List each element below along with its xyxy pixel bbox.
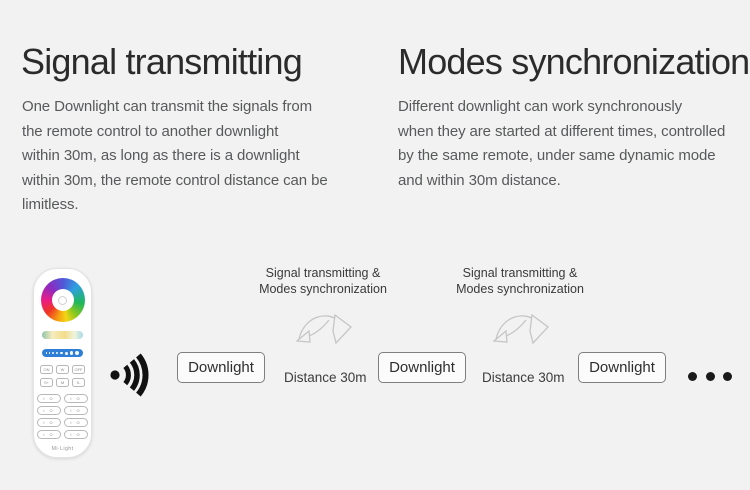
link-label-line2: Modes synchronization [259, 281, 387, 296]
paragraph-line: when they are started at different times, controlled [398, 122, 726, 140]
remote-zone-button: I O [64, 430, 88, 439]
remote-mode-button-row [34, 378, 91, 387]
color-temperature-slider [42, 331, 83, 339]
downlight-label: Downlight [389, 359, 455, 376]
remote-zone-buttons [34, 394, 91, 439]
brightness-dot [65, 352, 68, 355]
link-label [241, 266, 405, 297]
remote-zone-button: I O [64, 394, 88, 403]
paragraph-line: Different downlight can work synchronously [398, 98, 683, 115]
remote-on-button: ON [40, 365, 53, 374]
signal-transmitting-paragraph [22, 95, 328, 218]
link-label-line1: Signal transmitting & [462, 266, 578, 280]
ellipsis-dot [723, 372, 732, 381]
curved-arrow-icon [292, 308, 356, 355]
ellipsis-dot [688, 372, 697, 381]
section-title-signal-transmitting: Signal transmitting [21, 41, 302, 82]
brightness-dot [56, 352, 58, 354]
paragraph-line: and within 30m distance. [398, 171, 561, 189]
remote-zone-button: I O [37, 406, 61, 415]
remote-power-button-row [34, 365, 91, 374]
distance-label: Distance 30m [482, 370, 565, 385]
ellipsis-dot [706, 372, 715, 381]
brightness-dot [60, 352, 63, 355]
remote-speed-minus-button: S- [72, 378, 85, 387]
remote-speed-plus-button: S+ [40, 378, 53, 387]
remote-control [33, 268, 92, 458]
brightness-dot [49, 352, 51, 354]
brightness-dot [75, 351, 80, 356]
ellipsis-icon [688, 372, 732, 381]
paragraph-line: within 30m, the remote control distance can be [22, 171, 328, 189]
downlight-box [578, 352, 666, 383]
link-label-line1: Signal transmitting & [265, 266, 381, 280]
remote-zone-button: I O [37, 394, 61, 403]
brightness-dot [46, 352, 48, 354]
remote-mode-button: M [56, 378, 69, 387]
color-wheel-icon [41, 278, 85, 322]
curved-arrow-icon [489, 308, 553, 355]
brightness-slider [42, 349, 83, 357]
downlight-label: Downlight [589, 359, 655, 376]
paragraph-line: One Downlight can transmit the signals from [22, 98, 312, 115]
paragraph-line: limitless. [22, 196, 79, 213]
brightness-dot [70, 351, 74, 355]
remote-zone-button: I O [37, 418, 61, 427]
paragraph-line: by the same remote, under same dynamic mode [398, 147, 716, 164]
remote-white-button: W [56, 365, 69, 374]
remote-zone-button: I O [64, 418, 88, 427]
color-wheel-center-ring [58, 296, 67, 305]
distance-label: Distance 30m [284, 370, 367, 385]
brand-logo: Mi·Light [51, 446, 74, 452]
link-label-line2: Modes synchronization [456, 281, 584, 296]
remote-off-button: OFF [72, 365, 85, 374]
section-title-modes-synchronization: Modes synchronization [398, 41, 750, 82]
downlight-box [378, 352, 466, 383]
remote-zone-button: I O [64, 406, 88, 415]
modes-synchronization-paragraph [398, 95, 725, 193]
link-label [438, 266, 602, 297]
paragraph-line: within 30m, as long as there is a downlight [22, 147, 300, 164]
signal-waves-icon [108, 347, 158, 408]
downlight-label: Downlight [188, 359, 254, 376]
downlight-box [177, 352, 265, 383]
brightness-dot [52, 352, 54, 354]
remote-zone-button: I O [37, 430, 61, 439]
paragraph-line: the remote control to another downlight [22, 122, 279, 140]
